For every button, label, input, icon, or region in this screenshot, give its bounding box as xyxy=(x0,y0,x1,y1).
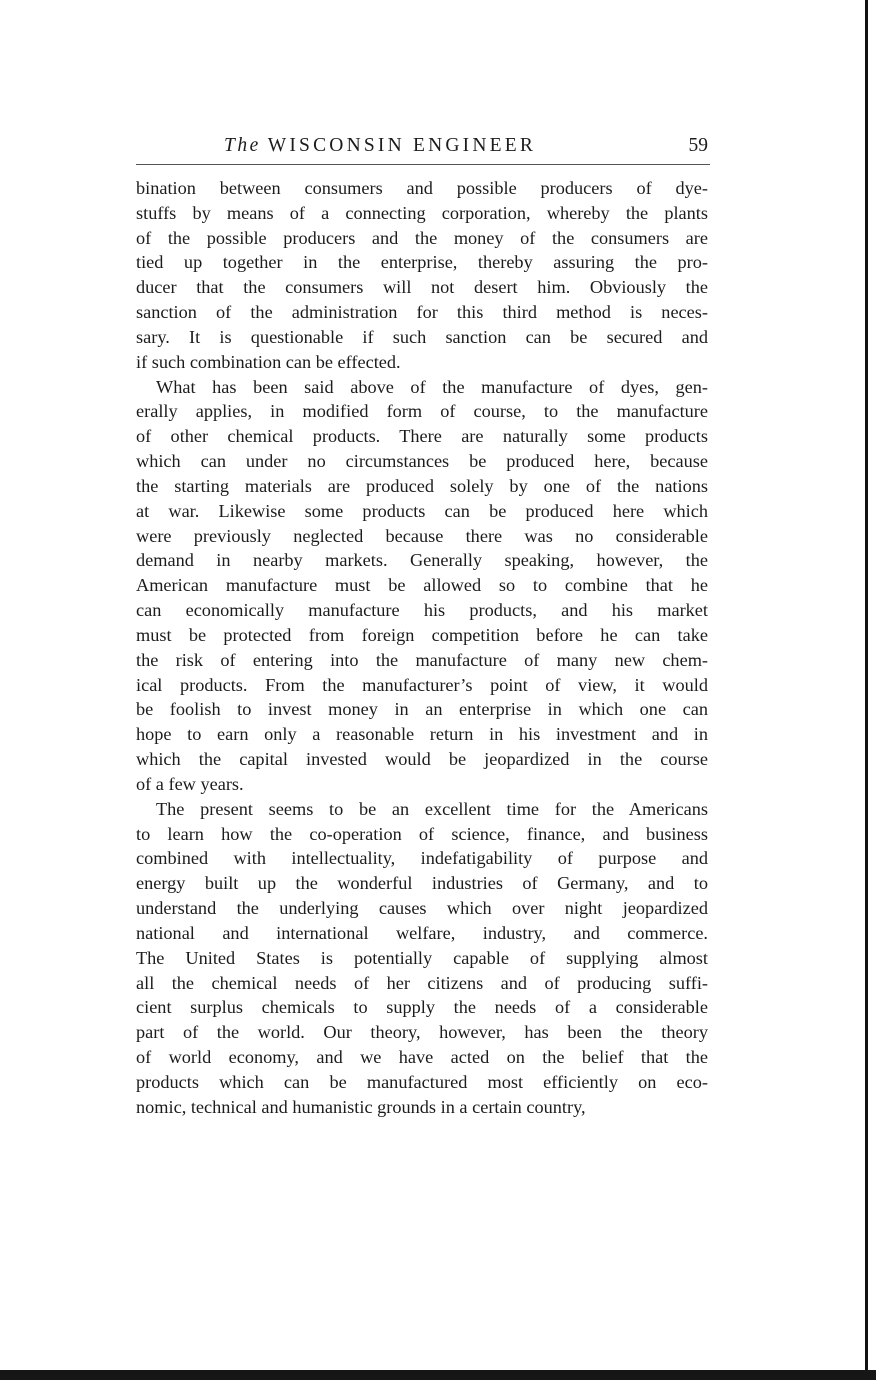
text-line: of the possible producers and the money of the consumers are xyxy=(136,227,708,248)
text-line: were previously neglected because there was no considerable xyxy=(136,525,708,546)
text-line: of a few years. xyxy=(136,773,244,794)
article-body xyxy=(136,176,708,1119)
text-line: if such combination can be effected. xyxy=(136,351,401,372)
text-line: part of the world. Our theory, however, has been the theory xyxy=(136,1022,708,1043)
text-line: the risk of entering into the manufacture of many new chem- xyxy=(136,649,708,670)
journal-title-caps: WISCONSIN ENGINEER xyxy=(267,135,537,156)
text-line: demand in nearby markets. Generally speaking, however, the xyxy=(136,550,708,571)
page-number: 59 xyxy=(688,135,708,156)
text-line: stuffs by means of a connecting corporation, whereby the plants xyxy=(136,202,708,223)
text-line: What has been said above of the manufacture of dyes, gen- xyxy=(156,376,708,397)
text-line: be foolish to invest money in an enterprise in which one can xyxy=(136,699,708,720)
header-rule xyxy=(136,164,710,165)
text-line: products which can be manufactured most efficiently on eco- xyxy=(136,1071,708,1092)
text-line: can economically manufacture his products, and his market xyxy=(136,600,708,621)
text-line: tied up together in the enterprise, thereby assuring the pro- xyxy=(136,252,708,273)
text-line: all the chemical needs of her citizens and of producing suffi- xyxy=(136,972,708,993)
text-line: national and international welfare, industry, and commerce. xyxy=(136,922,708,943)
text-line: cient surplus chemicals to supply the needs of a considerable xyxy=(136,997,708,1018)
text-line: to learn how the co-operation of science, finance, and business xyxy=(136,823,708,844)
text-line: bination between consumers and possible producers of dye- xyxy=(136,178,708,198)
text-line: energy built up the wonderful industries of Germany, and to xyxy=(136,873,708,894)
text-line: understand the underlying causes which over night jeopardized xyxy=(136,898,708,919)
text-line: nomic, technical and humanistic grounds in a certain country, xyxy=(136,1096,586,1117)
scan-border-right xyxy=(865,0,868,1380)
text-line: The United States is potentially capable of supplying almost xyxy=(136,947,708,968)
paragraph-3 xyxy=(136,797,708,1120)
text-line: hope to earn only a reasonable return in his investment and in xyxy=(136,724,708,745)
journal-title xyxy=(224,131,536,161)
text-line: combined with intellectuality, indefatigability of purpose and xyxy=(136,848,708,869)
paragraph-1 xyxy=(136,176,708,375)
text-line: ducer that the consumers will not desert him. Obviously the xyxy=(136,277,708,298)
text-line: the starting materials are produced solely by one of the nations xyxy=(136,475,708,496)
text-line: American manufacture must be allowed so to combine that he xyxy=(136,575,708,596)
running-head xyxy=(136,131,708,161)
text-line: which can under no circumstances be produced here, because xyxy=(136,451,708,472)
text-line: erally applies, in modified form of course, to the manufacture xyxy=(136,401,708,422)
text-line: must be protected from foreign competition before he can take xyxy=(136,624,708,645)
text-line: sanction of the administration for this third method is neces- xyxy=(136,302,708,323)
text-line: of other chemical products. There are naturally some products xyxy=(136,426,708,447)
text-line: ical products. From the manufacturer’s point of view, it would xyxy=(136,674,708,695)
paragraph-2 xyxy=(136,375,708,797)
text-line: which the capital invested would be jeopardized in the course xyxy=(136,749,708,770)
scan-border-bottom xyxy=(0,1370,876,1380)
text-line: of world economy, and we have acted on the belief that the xyxy=(136,1046,708,1067)
text-line: sary. It is questionable if such sanction can be secured and xyxy=(136,326,708,347)
text-line: at war. Likewise some products can be produced here which xyxy=(136,500,708,521)
text-line: The present seems to be an excellent time for the Americans xyxy=(156,798,708,819)
journal-title-italic: The xyxy=(224,135,261,156)
